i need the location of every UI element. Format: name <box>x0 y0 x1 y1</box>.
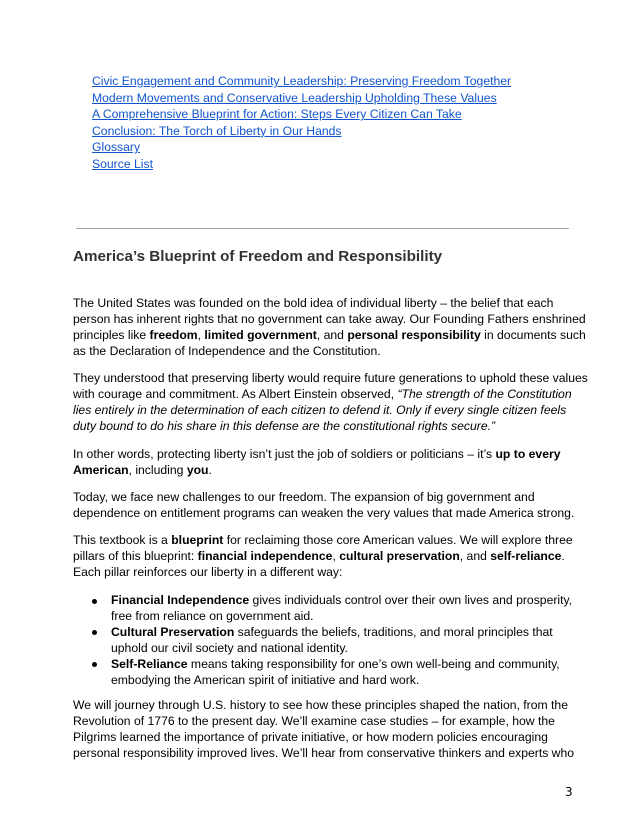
text-line <box>111 593 572 609</box>
text-run: for reclaiming those core American values. We will explore three <box>223 533 573 547</box>
text-line <box>73 463 573 479</box>
bold-term-limited-government: limited government <box>204 327 317 342</box>
bullet-icon <box>92 662 97 667</box>
bullet-icon <box>92 630 97 635</box>
text-line: They understood that preserving liberty would require future generations to uphold these values <box>73 371 588 385</box>
list-item <box>92 657 572 689</box>
text-run: , <box>197 327 205 342</box>
text-run: means taking responsibility for one’s own well-being and community, <box>187 656 560 671</box>
bold-term-self-reliance: self-reliance <box>490 548 562 563</box>
text-line: Revolution of 1776 to the present day. We’ll examine case studies – for example, how the <box>73 713 555 728</box>
pillars-list <box>92 593 572 688</box>
table-of-contents <box>92 73 511 173</box>
text-run: , <box>332 548 340 563</box>
toc-item <box>92 139 511 156</box>
text-run: pillars of this blueprint: <box>73 548 198 563</box>
text-line: personal responsibility improved lives. We’ll hear from conservative thinkers and experts who <box>73 745 575 760</box>
paragraph-blueprint-intro <box>73 533 573 581</box>
page-number: 3 <box>565 785 573 799</box>
text-run: , including <box>128 462 187 477</box>
bold-text: you <box>186 462 209 477</box>
text-line: We will journey through U.S. history to see how these principles shaped the nation, from the <box>73 698 568 712</box>
toc-link-modern-movements[interactable]: Modern Movements and Conservative Leadership Upholding These Values <box>92 90 497 105</box>
paragraph-history-journey <box>73 698 573 762</box>
text-line: embodying the American spirit of initiative and hard work. <box>111 672 420 687</box>
text-run: principles like <box>73 327 150 342</box>
pillar-term: Cultural Preservation <box>111 624 235 639</box>
bold-term-financial-independence: financial independence <box>197 548 333 563</box>
list-item <box>92 625 572 657</box>
text-line <box>73 403 573 419</box>
text-run: , and <box>316 327 348 342</box>
paragraph-every-american <box>73 447 573 479</box>
text-line <box>111 657 572 673</box>
quote-text: “The strength of the Constitution <box>397 386 572 401</box>
toc-link-glossary[interactable]: Glossary <box>92 140 141 155</box>
toc-link-conclusion[interactable]: Conclusion: The Torch of Liberty in Our Hands <box>92 123 342 138</box>
text-line <box>73 419 573 435</box>
text-line <box>111 625 572 641</box>
text-run: , and <box>459 548 491 563</box>
toc-item <box>92 106 511 123</box>
text-line: person has inherent rights that no government can take away. Our Founding Fathers enshrined <box>73 311 586 326</box>
text-run: In other words, protecting liberty isn’t just the job of soldiers or politicians – it’s <box>73 447 496 461</box>
text-line <box>73 387 573 403</box>
text-line: Each pillar reinforces our liberty in a different way: <box>73 564 343 579</box>
bold-term-personal-responsibility: personal responsibility <box>347 327 481 342</box>
paragraph-founding <box>73 296 586 360</box>
text-run: with courage and commitment. As Albert Einstein observed, <box>73 386 398 401</box>
text-line <box>73 327 586 344</box>
bold-term-cultural-preservation: cultural preservation <box>339 548 460 563</box>
text-line: uphold our civil society and national identity. <box>111 640 348 655</box>
text-line: free from reliance on government aid. <box>111 608 314 623</box>
bold-term-blueprint: blueprint <box>171 533 224 547</box>
pillar-term: Financial Independence <box>111 593 250 607</box>
pillar-term: Self-Reliance <box>111 656 188 671</box>
text-line: as the Declaration of Independence and the Constitution. <box>73 343 381 358</box>
text-run: This textbook is a <box>73 533 172 547</box>
text-line <box>73 549 573 565</box>
toc-item <box>92 73 511 90</box>
toc-item <box>92 156 511 173</box>
text-line <box>73 533 573 549</box>
quote-text: lies entirely in the determination of each citizen to defend it. Only if every single citizen feels <box>73 402 567 417</box>
bullet-icon <box>92 599 97 604</box>
bold-term-freedom: freedom <box>149 327 198 342</box>
text-run: safeguards the beliefs, traditions, and moral principles that <box>234 624 553 639</box>
text-run: gives individuals control over their own lives and prosperity, <box>249 593 573 607</box>
text-line: The United States was founded on the bold idea of individual liberty – the belief that each <box>73 296 554 310</box>
paragraph-challenges <box>73 490 573 522</box>
toc-link-source-list[interactable]: Source List <box>92 156 153 171</box>
text-run: in documents such <box>480 327 586 342</box>
list-item <box>92 593 572 625</box>
section-heading: America’s Blueprint of Freedom and Responsibility <box>73 248 443 265</box>
text-line: dependence on entitlement programs can weaken the very values that made America strong. <box>73 505 575 520</box>
text-line <box>73 447 573 463</box>
text-line: Pilgrims learned the importance of private initiative, or how modern policies encouraging <box>73 729 548 744</box>
quote-text: duty bound to do his share in this defense are the constitutional rights secure.” <box>73 418 496 433</box>
paragraph-einstein-quote <box>73 371 588 435</box>
text-run: . <box>208 462 212 477</box>
horizontal-divider <box>76 228 569 229</box>
toc-item <box>92 90 511 107</box>
toc-item <box>92 123 511 140</box>
bold-text: up to every <box>495 447 561 461</box>
toc-link-civic-engagement[interactable]: Civic Engagement and Community Leadership: Preserving Freedom Together <box>92 74 512 88</box>
bold-text: American <box>73 462 129 477</box>
text-run: . <box>561 548 565 563</box>
text-line: Today, we face new challenges to our freedom. The expansion of big government and <box>73 490 535 504</box>
toc-link-blueprint-for-action[interactable]: A Comprehensive Blueprint for Action: Steps Every Citizen Can Take <box>92 107 462 122</box>
